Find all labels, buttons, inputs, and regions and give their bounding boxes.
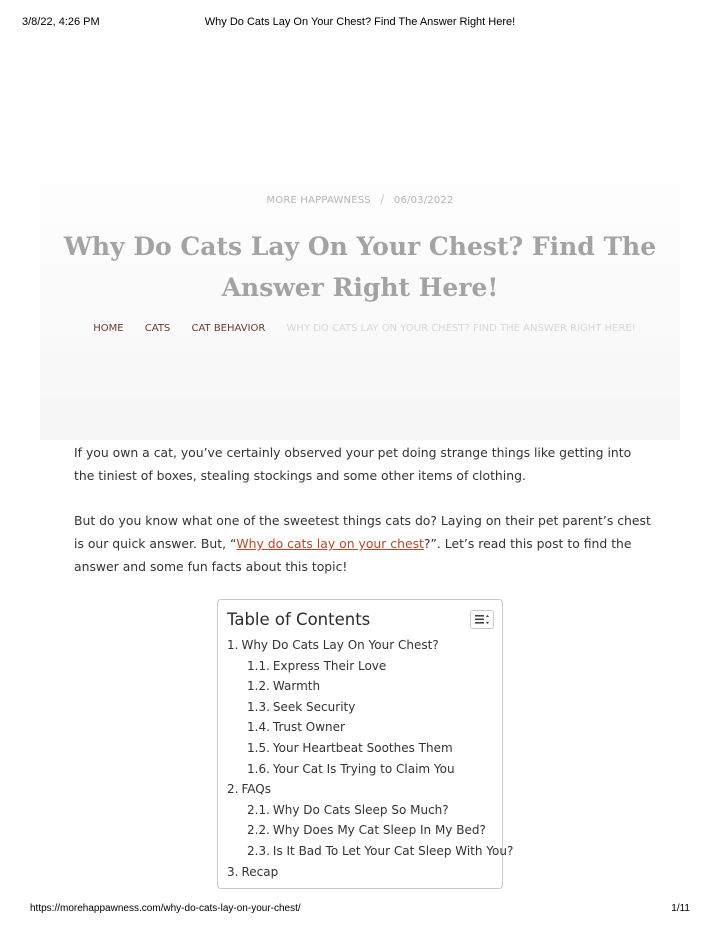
post-meta [0,192,720,206]
post-date: 06/03/2022 [393,195,454,206]
breadcrumb-cats[interactable]: CATS [144,323,171,334]
print-header [0,0,720,40]
second-paragraph [74,509,654,578]
para2-text-after: ?”. Let’s read this post to find the answer and some fun facts about this topic! [74,536,632,574]
toc-subitem[interactable]: 1.2. Warmth [247,679,321,694]
toc-subitem[interactable]: 1.4. Trust Owner [247,720,345,735]
print-page-title: Why Do Cats Lay On Your Chest? Find The Answer Right Here! [204,16,516,28]
toc-title: Table of Contents [227,610,371,629]
toc-sublist [227,656,499,780]
list-toggle-icon [475,614,490,626]
toc-item[interactable]: 2. FAQs [227,782,271,797]
post-title: Why Do Cats Lay On Your Chest? Find The Answer Right Here! [63,232,657,302]
meta-separator: / [380,192,385,206]
breadcrumb-home[interactable]: HOME [93,323,124,334]
breadcrumb-cat-behavior[interactable]: CAT BEHAVIOR [191,323,266,334]
toc-toggle-button[interactable] [470,610,494,629]
toc-list [227,635,514,882]
toc-subitem[interactable]: 2.3. Is It Bad To Let Your Cat Sleep With You? [247,843,514,858]
page-number: 1/11 [671,903,690,914]
toc-subitem[interactable]: 2.2. Why Does My Cat Sleep In My Bed? [247,823,486,838]
print-datetime: 3/8/22, 4:26 PM [22,16,100,28]
author-link[interactable]: MORE HAPPAWNESS [266,195,371,206]
toc-subitem[interactable]: 2.1. Why Do Cats Sleep So Much? [247,802,449,817]
toc-subitem[interactable]: 1.1. Express Their Love [247,658,387,673]
print-url: https://morehappawness.com/why-do-cats-lay-on-your-chest/ [30,903,301,914]
toc-item[interactable]: 3. Recap [227,864,279,879]
toc-item[interactable]: 1. Why Do Cats Lay On Your Chest? [227,638,439,652]
para2-text-before: But do you know what one of the sweetest things cats do? Laying on their pet parent’s chest is our quick answer. But, “ [74,513,651,551]
intro-paragraph: If you own a cat, you’ve certainly observed your pet doing strange things like getting into the tiniest of boxes, stealing stockings and some other items of clothing. [74,445,632,483]
toc-subitem[interactable]: 1.3. Seek Security [247,699,356,714]
why-cats-lay-link[interactable]: Why do cats lay on your chest [236,536,424,551]
breadcrumb [0,323,720,334]
table-of-contents [217,599,514,889]
toc-sublist [227,800,514,862]
toc-subitem[interactable]: 1.5. Your Heartbeat Soothes Them [247,740,453,755]
toc-subitem[interactable]: 1.6. Your Cat Is Trying to Claim You [247,761,455,776]
breadcrumb-current: WHY DO CATS LAY ON YOUR CHEST? FIND THE ANSWER RIGHT HERE! [286,323,636,334]
